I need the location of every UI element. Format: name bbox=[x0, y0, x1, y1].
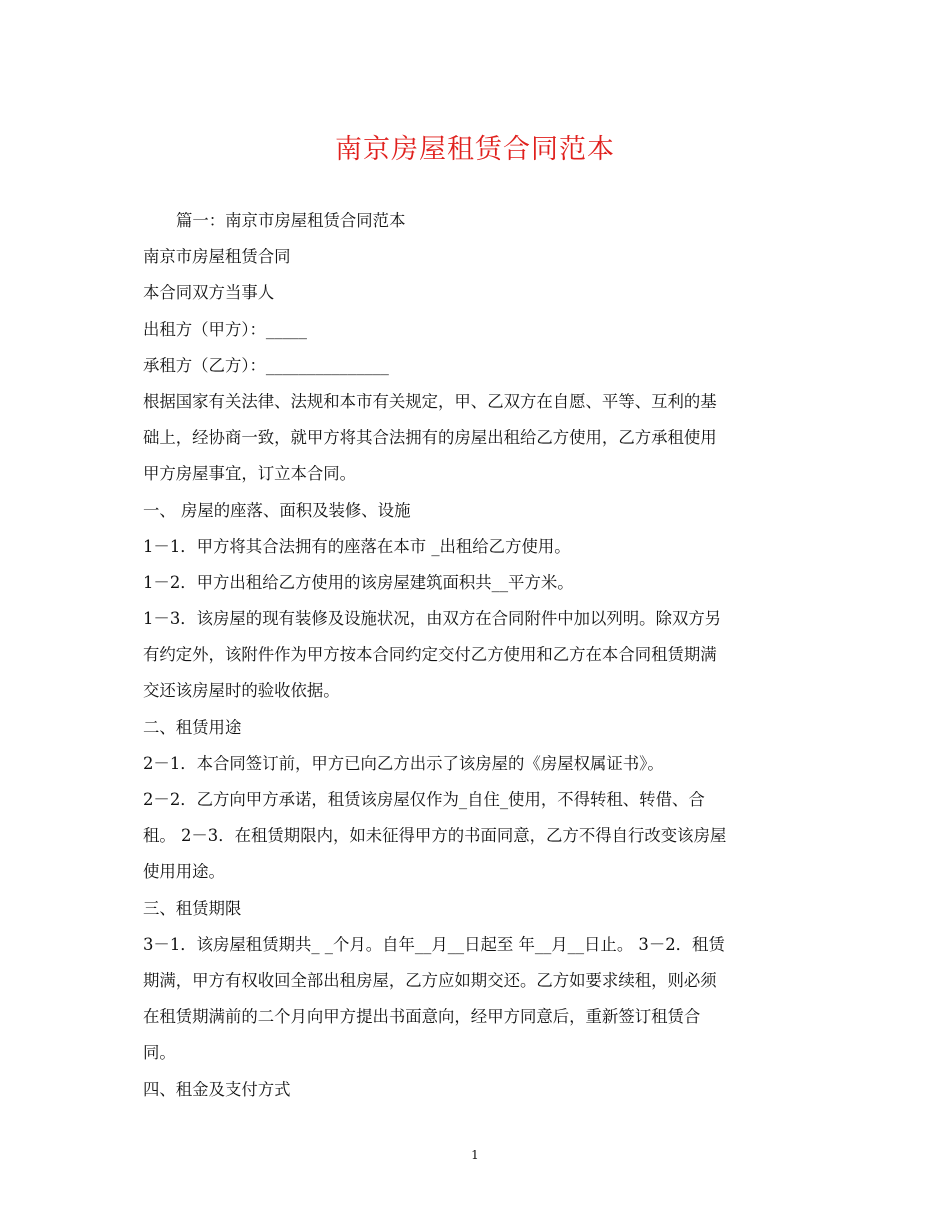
paragraph-line: 同。 bbox=[143, 1043, 176, 1063]
page-number: 1 bbox=[471, 1148, 479, 1162]
section-heading-2: 二、租赁用途 bbox=[143, 717, 242, 737]
document-title: 南京房屋租赁合同范本 bbox=[335, 134, 615, 165]
paragraph-line: 础上，经协商一致，就甲方将其合法拥有的房屋出租给乙方使用，乙方承租使用 bbox=[143, 428, 717, 448]
paragraph-line: 有约定外，该附件作为甲方按本合同约定交付乙方使用和乙方在本合同租赁期满 bbox=[143, 645, 717, 665]
lessee-field: 承租方（乙方）：_______________ bbox=[143, 355, 389, 375]
lessor-field: 出租方（甲方）：_____ bbox=[143, 319, 307, 339]
clause-2-1: 2－1．本合同签订前，甲方已向乙方出示了该房屋的《房屋权属证书》。 bbox=[143, 753, 664, 773]
section-heading-3: 三、租赁期限 bbox=[143, 898, 242, 918]
clause-1-3: 1－3．该房屋的现有装修及设施状况，由双方在合同附件中加以列明。除双方另 bbox=[143, 609, 722, 629]
paragraph-line: 租。 2－3．在租赁期限内，如未征得甲方的书面同意，乙方不得自行改变该房屋 bbox=[143, 826, 727, 846]
paragraph-line: 根据国家有关法律、法规和本市有关规定，甲、乙双方在自愿、平等、互利的基 bbox=[143, 391, 717, 411]
paragraph-line: 交还该房屋时的验收依据。 bbox=[143, 681, 340, 701]
paragraph-line: 期满，甲方有权收回全部出租房屋，乙方应如期交还。乙方如要求续租，则必须 bbox=[143, 970, 717, 990]
clause-3-1: 3－1．该房屋租赁期共_ _个月。自年__月__日起至 年__月__日止。 3－2．租赁 bbox=[143, 934, 725, 954]
parties-label: 本合同双方当事人 bbox=[143, 283, 275, 303]
section-heading-4: 四、租金及支付方式 bbox=[143, 1079, 291, 1099]
paragraph-line: 使用用途。 bbox=[143, 862, 225, 882]
section-heading-1: 一、 房屋的座落、面积及装修、设施 bbox=[143, 500, 411, 520]
clause-1-1: 1－1．甲方将其合法拥有的座落在本市 _出租给乙方使用。 bbox=[143, 536, 571, 556]
clause-2-2: 2－2．乙方向甲方承诺，租赁该房屋仅作为_自住_使用，不得转租、转借、合 bbox=[143, 790, 705, 809]
document-body bbox=[143, 203, 813, 1108]
paragraph-line: 甲方房屋事宜，订立本合同。 bbox=[143, 464, 357, 484]
paragraph-line: 在租赁期满前的二个月向甲方提出书面意向，经甲方同意后，重新签订租赁合 bbox=[143, 1007, 701, 1027]
section-heading-article-1: 篇一：南京市房屋租赁合同范本 bbox=[176, 211, 406, 230]
contract-name: 南京市房屋租赁合同 bbox=[143, 247, 291, 267]
clause-1-2: 1－2．甲方出租给乙方使用的该房屋建筑面积共__平方米。 bbox=[143, 572, 574, 592]
